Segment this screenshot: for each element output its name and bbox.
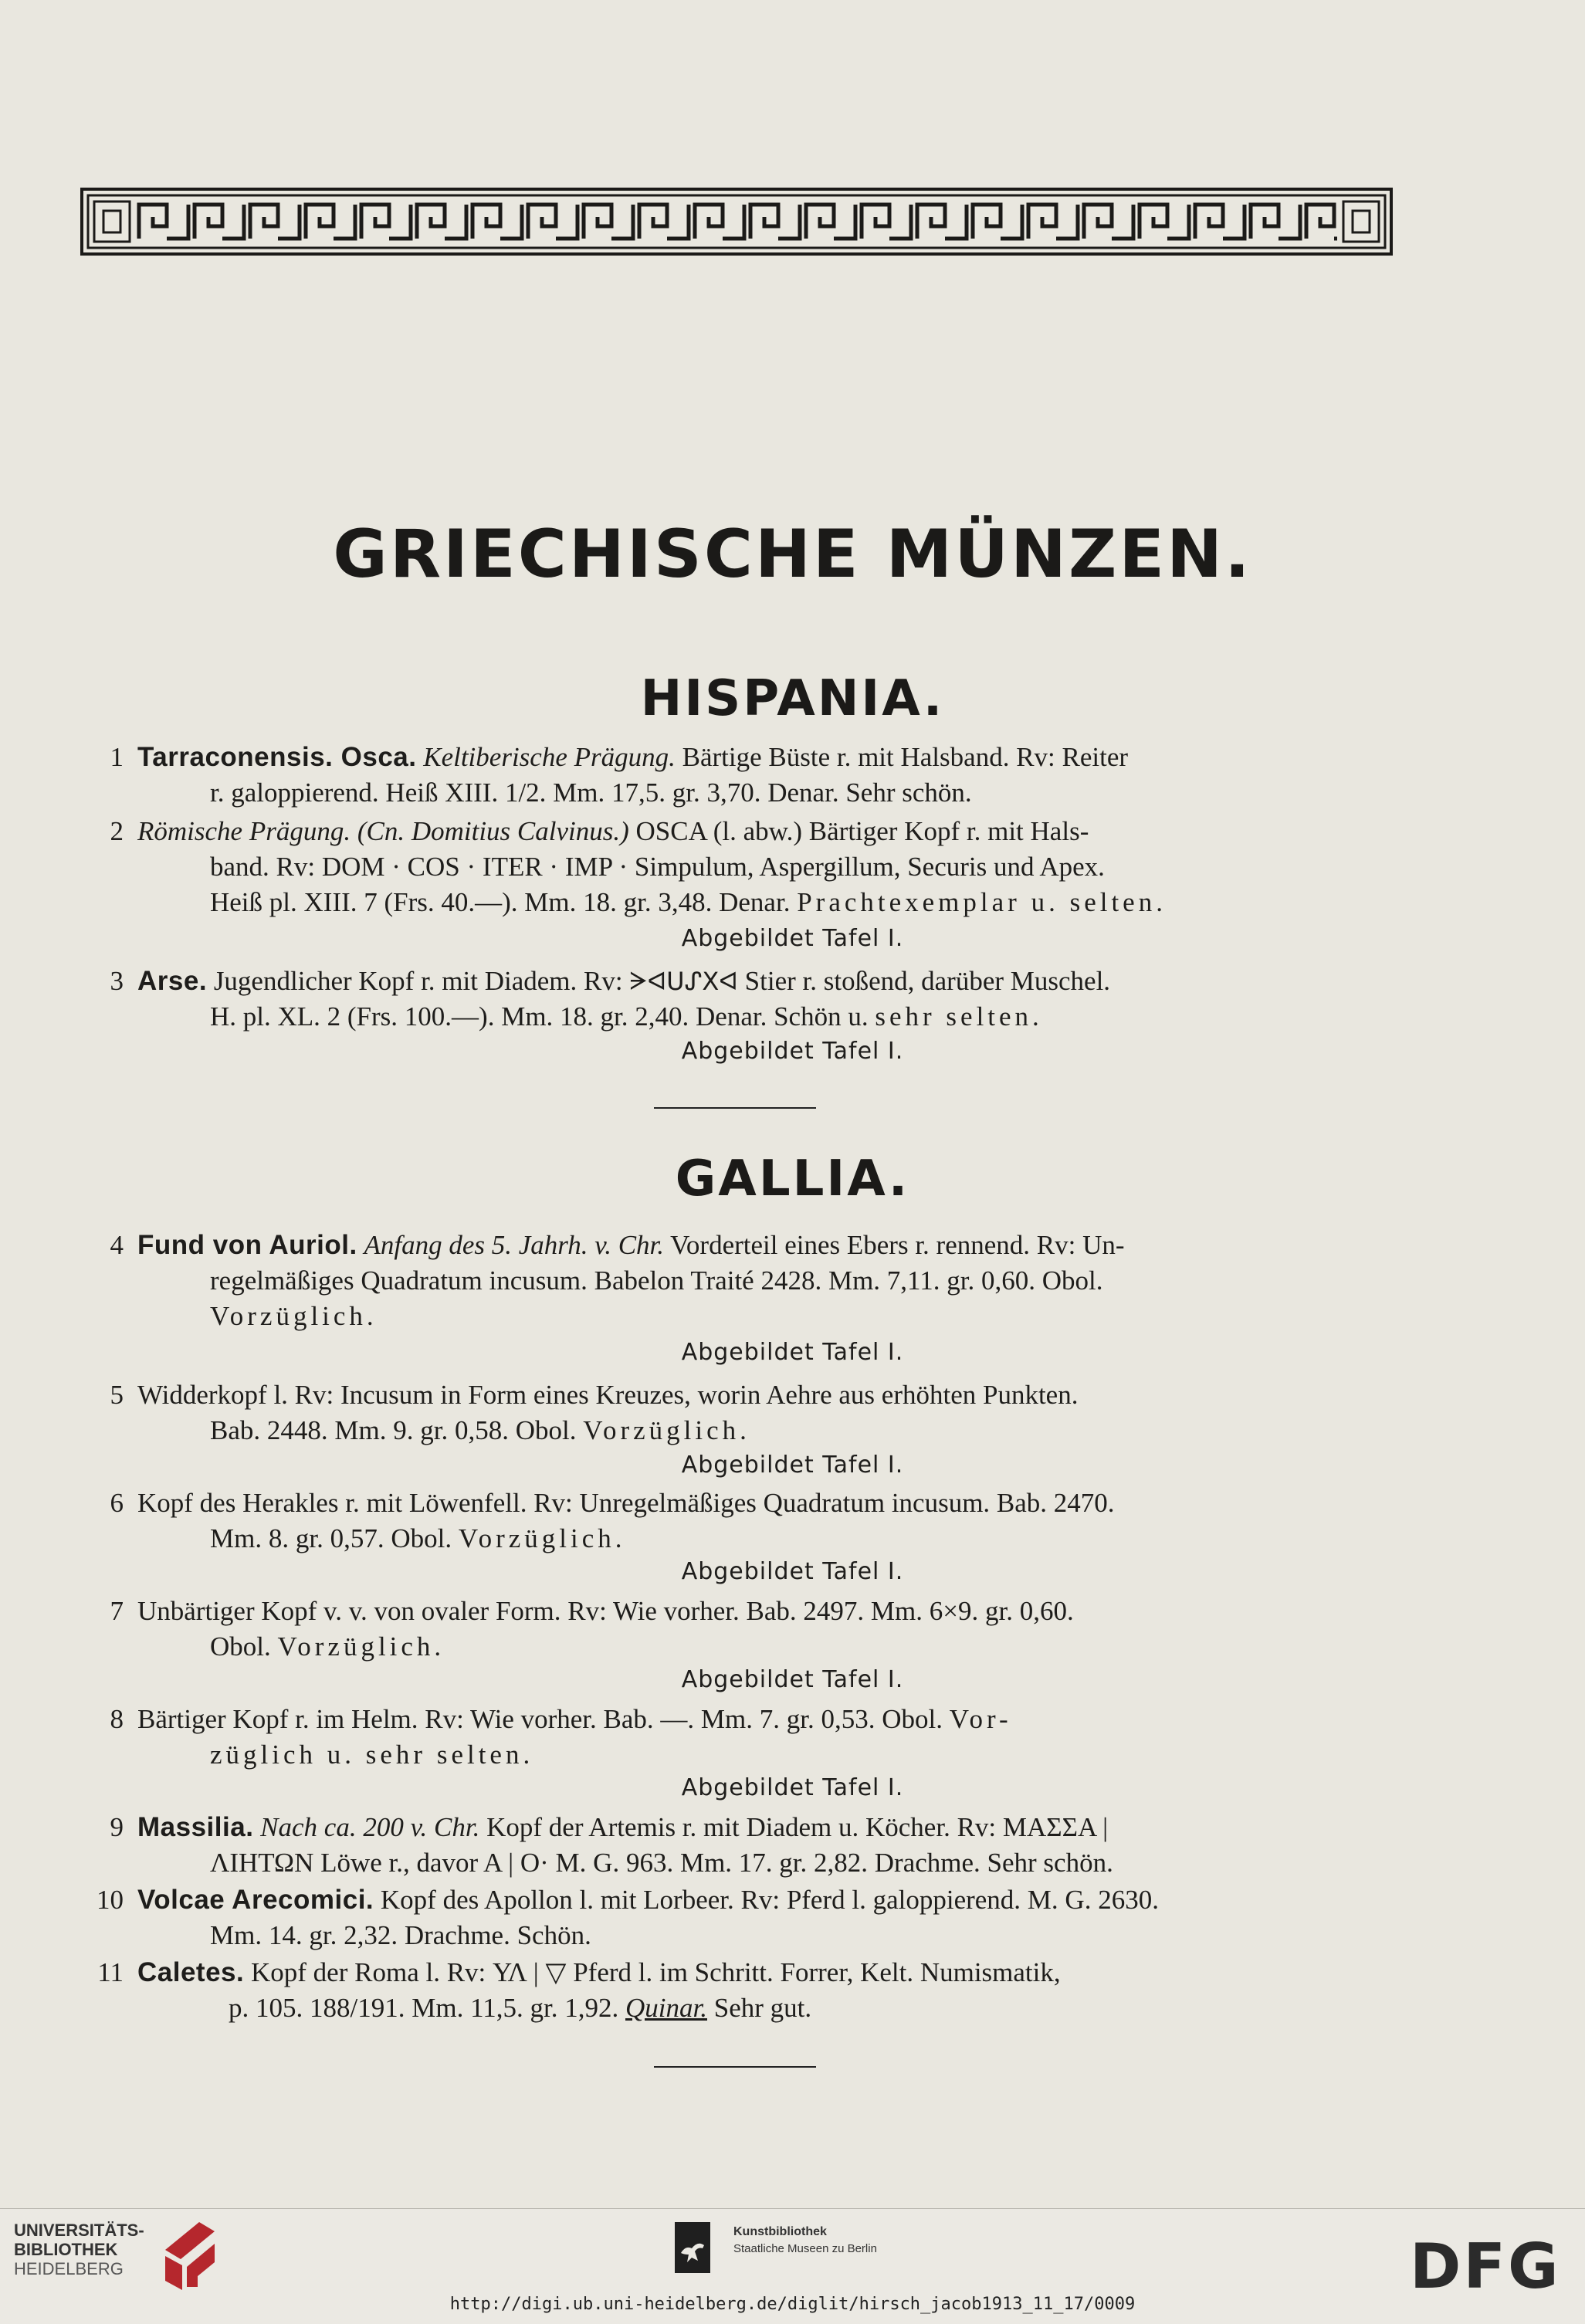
ub-line: UNIVERSITÄTS- — [14, 2221, 144, 2240]
entry-italic: Anfang des 5. Jahrh. v. Chr. — [364, 1230, 665, 1260]
entry-heading: Massilia. — [137, 1812, 254, 1842]
entry-number: 10 — [97, 1885, 124, 1915]
entry-number: 7 — [110, 1596, 124, 1626]
entry-line: r. galoppierend. Heiß XIII. 1/2. Mm. 17,5. gr. 3,70. Denar. Sehr schön. — [210, 777, 972, 808]
greek-key-border — [80, 188, 1393, 256]
entry-number: 5 — [110, 1380, 124, 1410]
entry-number: 1 — [110, 742, 124, 772]
entry-line — [210, 1521, 626, 1557]
entry-text: Jugendlicher Kopf r. mit Diadem. Rv: — [207, 966, 630, 996]
entry-text: Mm. 8. gr. 0,57. Obol. — [210, 1523, 459, 1553]
entry-italic: Römische Prägung. (Cn. Domitius Calvinus.) — [137, 816, 629, 846]
entry-line — [210, 885, 1167, 920]
entry-line: Unbärtiger Kopf v. v. von ovaler Form. Rv: Wie vorher. Bab. 2497. Mm. 6×9. gr. 0,60. — [137, 1596, 1074, 1626]
entry-line: Mm. 14. gr. 2,32. Drachme. Schön. — [210, 1920, 591, 1950]
entry-grade: Vorzüglich. — [583, 1415, 750, 1445]
entry-heading: Tarraconensis. Osca. — [137, 742, 417, 772]
entry-grade: Vorzüglich. — [458, 1523, 626, 1553]
entry-number: 8 — [110, 1704, 124, 1734]
permalink-url[interactable]: http://digi.ub.uni-heidelberg.de/diglit/hirsch_jacob1913_11_17/0009 — [449, 2295, 1136, 2314]
kb-line: Staatliche Museen zu Berlin — [733, 2242, 877, 2255]
entry-line — [210, 999, 1043, 1035]
entry-text: Sehr gut. — [707, 1993, 812, 2023]
entry-line — [137, 1810, 1108, 1845]
entry-line — [229, 1990, 811, 2026]
entry-text: H. pl. XL. 2 (Frs. 100.—). Mm. 18. gr. 2,40. Denar. Schön u. — [210, 1001, 875, 1032]
entry-grade: Prachtexemplar u. selten. — [797, 887, 1167, 917]
entry-line: band. Rv: DOM · COS · ITER · IMP · Simpulum, Aspergillum, Securis und Apex. — [210, 852, 1105, 882]
entry-line: Kopf des Herakles r. mit Löwenfell. Rv: Unregelmäßiges Quadratum incusum. Bab. 2470. — [137, 1488, 1115, 1518]
dfg-logo[interactable]: DFG — [1410, 2231, 1561, 2302]
entry-line — [137, 1882, 1159, 1918]
entry-line — [210, 1413, 750, 1448]
entry-line — [137, 1702, 1012, 1737]
plate-reference: Abgebildet Tafel I. — [681, 1774, 904, 1801]
plate-reference: Abgebildet Tafel I. — [681, 1558, 904, 1585]
page-title: GRIECHISCHE MÜNZEN. — [333, 516, 1252, 593]
plate-reference: Abgebildet Tafel I. — [681, 1038, 904, 1065]
entry-line — [137, 964, 1110, 999]
entry-text: Kopf des Apollon l. mit Lorbeer. Rv: Pferd l. galoppierend. M. G. 2630. — [374, 1885, 1159, 1915]
entry-text: OSCA (l. abw.) Bärtiger Kopf r. mit Hals- — [628, 816, 1089, 846]
entry-line — [137, 814, 1089, 849]
entry-text: p. 105. 188/191. Mm. 11,5. gr. 1,92. — [229, 1993, 625, 2023]
ub-line: HEIDELBERG — [14, 2259, 124, 2278]
entry-text: Bab. 2448. Mm. 9. gr. 0,58. Obol. — [210, 1415, 584, 1445]
ub-heidelberg-logo-icon[interactable] — [159, 2216, 221, 2293]
entry-number: 3 — [110, 966, 124, 996]
kunstbibliothek-label[interactable] — [733, 2224, 877, 2258]
kb-line: Kunstbibliothek — [733, 2225, 827, 2238]
entry-text: Kopf der Roma l. Rv: ΥΛ | ▽ Pferd l. im Schritt. Forrer, Kelt. Numismatik, — [244, 1957, 1061, 1987]
iberian-legend: ᗒᐊᑌᔑXᐊ — [629, 967, 738, 996]
entry-text: Bärtiger Kopf r. im Helm. Rv: Wie vorher. Bab. —. Mm. 7. gr. 0,53. Obol. — [137, 1704, 950, 1734]
plate-reference: Abgebildet Tafel I. — [681, 1339, 904, 1366]
entry-grade: sehr selten. — [875, 1001, 1043, 1032]
entry-text: Vorderteil eines Ebers r. rennend. Rv: Un- — [664, 1230, 1125, 1260]
kunstbibliothek-eagle-icon[interactable] — [675, 2222, 710, 2273]
section-title-hispania: HISPANIA. — [640, 670, 945, 727]
entry-line — [137, 1955, 1061, 1990]
entry-text: Heiß pl. XIII. 7 (Frs. 40.—). Mm. 18. gr. 3,48. Denar. — [210, 887, 798, 917]
entry-line: regelmäßiges Quadratum incusum. Babelon Traité 2428. Mm. 7,11. gr. 0,60. Obol. — [210, 1265, 1103, 1296]
entry-text: Stier r. stoßend, darüber Muschel. — [737, 966, 1111, 996]
entry-italic: Nach ca. 200 v. Chr. — [260, 1812, 480, 1842]
entry-heading: Volcae Arecomici. — [137, 1885, 374, 1915]
entry-text: Kopf der Artemis r. mit Diadem u. Köcher. Rv: ΜΑΣΣΑ | — [479, 1812, 1109, 1842]
entry-line — [137, 740, 1128, 775]
entry-number: 6 — [110, 1488, 124, 1518]
ub-heidelberg-label[interactable] — [14, 2221, 144, 2278]
entry-number: 4 — [110, 1230, 124, 1260]
entry-grade: züglich u. sehr selten. — [210, 1740, 534, 1770]
entry-heading: Arse. — [137, 966, 208, 996]
entry-line — [137, 1228, 1125, 1263]
entry-grade: Vorzüglich. — [277, 1631, 445, 1662]
plate-reference: Abgebildet Tafel I. — [681, 925, 904, 952]
entry-line: ΛΙΗΤΩΝ Löwe r., davor A | O· M. G. 963. Mm. 17. gr. 2,82. Drachme. Sehr schön. — [210, 1848, 1113, 1878]
entry-line: Widderkopf l. Rv: Incusum in Form eines Kreuzes, worin Aehre aus erhöhten Punkten. — [137, 1380, 1079, 1410]
entry-number: 2 — [110, 816, 124, 846]
section-divider — [654, 2066, 816, 2068]
entry-grade: Vorzüglich. — [210, 1301, 378, 1331]
section-divider — [654, 1107, 816, 1109]
footer-divider — [0, 2208, 1585, 2209]
section-title-gallia: GALLIA. — [675, 1150, 910, 1208]
entry-heading: Caletes. — [137, 1957, 245, 1987]
entry-heading: Fund von Auriol. — [137, 1230, 357, 1260]
entry-denomination: Quinar. — [625, 1993, 707, 2023]
entry-number: 11 — [97, 1957, 124, 1987]
ub-line: BIBLIOTHEK — [14, 2240, 118, 2259]
plate-reference: Abgebildet Tafel I. — [681, 1452, 904, 1479]
entry-text: Obol. — [210, 1631, 278, 1662]
entry-text: Bärtige Büste r. mit Halsband. Rv: Reiter — [675, 742, 1129, 772]
entry-italic: Keltiberische Prägung. — [423, 742, 676, 772]
entry-grade: Vor- — [949, 1704, 1012, 1734]
entry-line — [210, 1629, 445, 1665]
plate-reference: Abgebildet Tafel I. — [681, 1666, 904, 1693]
entry-number: 9 — [110, 1812, 124, 1842]
